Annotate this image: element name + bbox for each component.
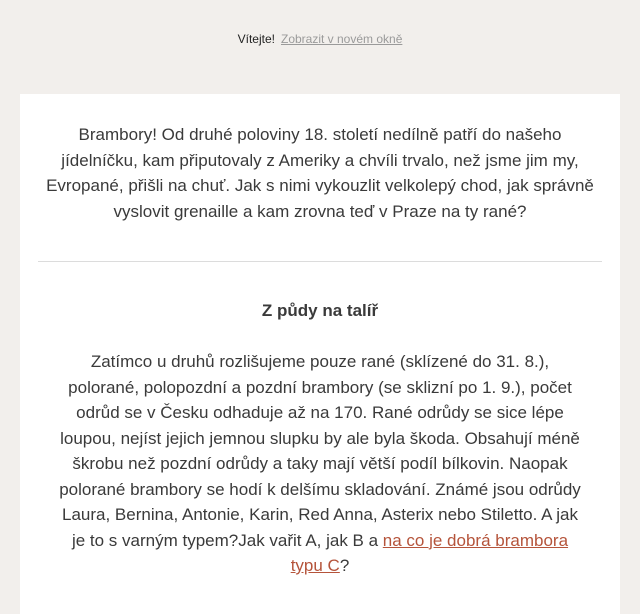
section-heading: Z půdy na talíř [261, 301, 379, 320]
open-in-new-window-link[interactable]: Zobrazit v novém okně [280, 31, 403, 46]
intro-paragraph: Brambory! Od druhé poloviny 18. století nedílně patří do našeho jídelníčku, kam připutovaly z Ameriky a chvíli trvalo, než jsme jim my, Evropané, přišli na chuť. Jak s nimi vykouzlit velkolepý chod, jak správně vyslovit grenaille a kam zrovna teď v Praze na ty rané? [46, 125, 594, 221]
section-paragraph [20, 349, 620, 579]
potato-type-c-link[interactable]: na co je dobrá brambora typu C [290, 530, 569, 575]
section-divider [38, 261, 602, 262]
greeting-text: Vítejte! [237, 31, 275, 46]
preheader-bar [0, 0, 640, 77]
section-body-text: Zatímco u druhů rozlišujeme pouze rané (sklízené do 31. 8.), polorané, polopozdní a pozdní brambory (se sklizní po 1. 9.), počet odrůd se v Česku odhaduje až na 170. Rané odrůdy se sice lépe loupou, nejíst jejich jemnou slupku by ale byla škoda. Obsahují méně škrobu než pozdní odrůdy a taky mají větší podíl bílkovin. Naopak polorané brambory se hodí k delšímu skladování. Známé jsou odrůdy Laura, Bernina, Antonie, Karin, Red Anna, Asterix nebo Stiletto. A jak je to s varným typem?Jak vařit A, jak B a [59, 352, 581, 550]
section-end-text: ? [339, 556, 350, 575]
newsletter-card [20, 94, 620, 614]
